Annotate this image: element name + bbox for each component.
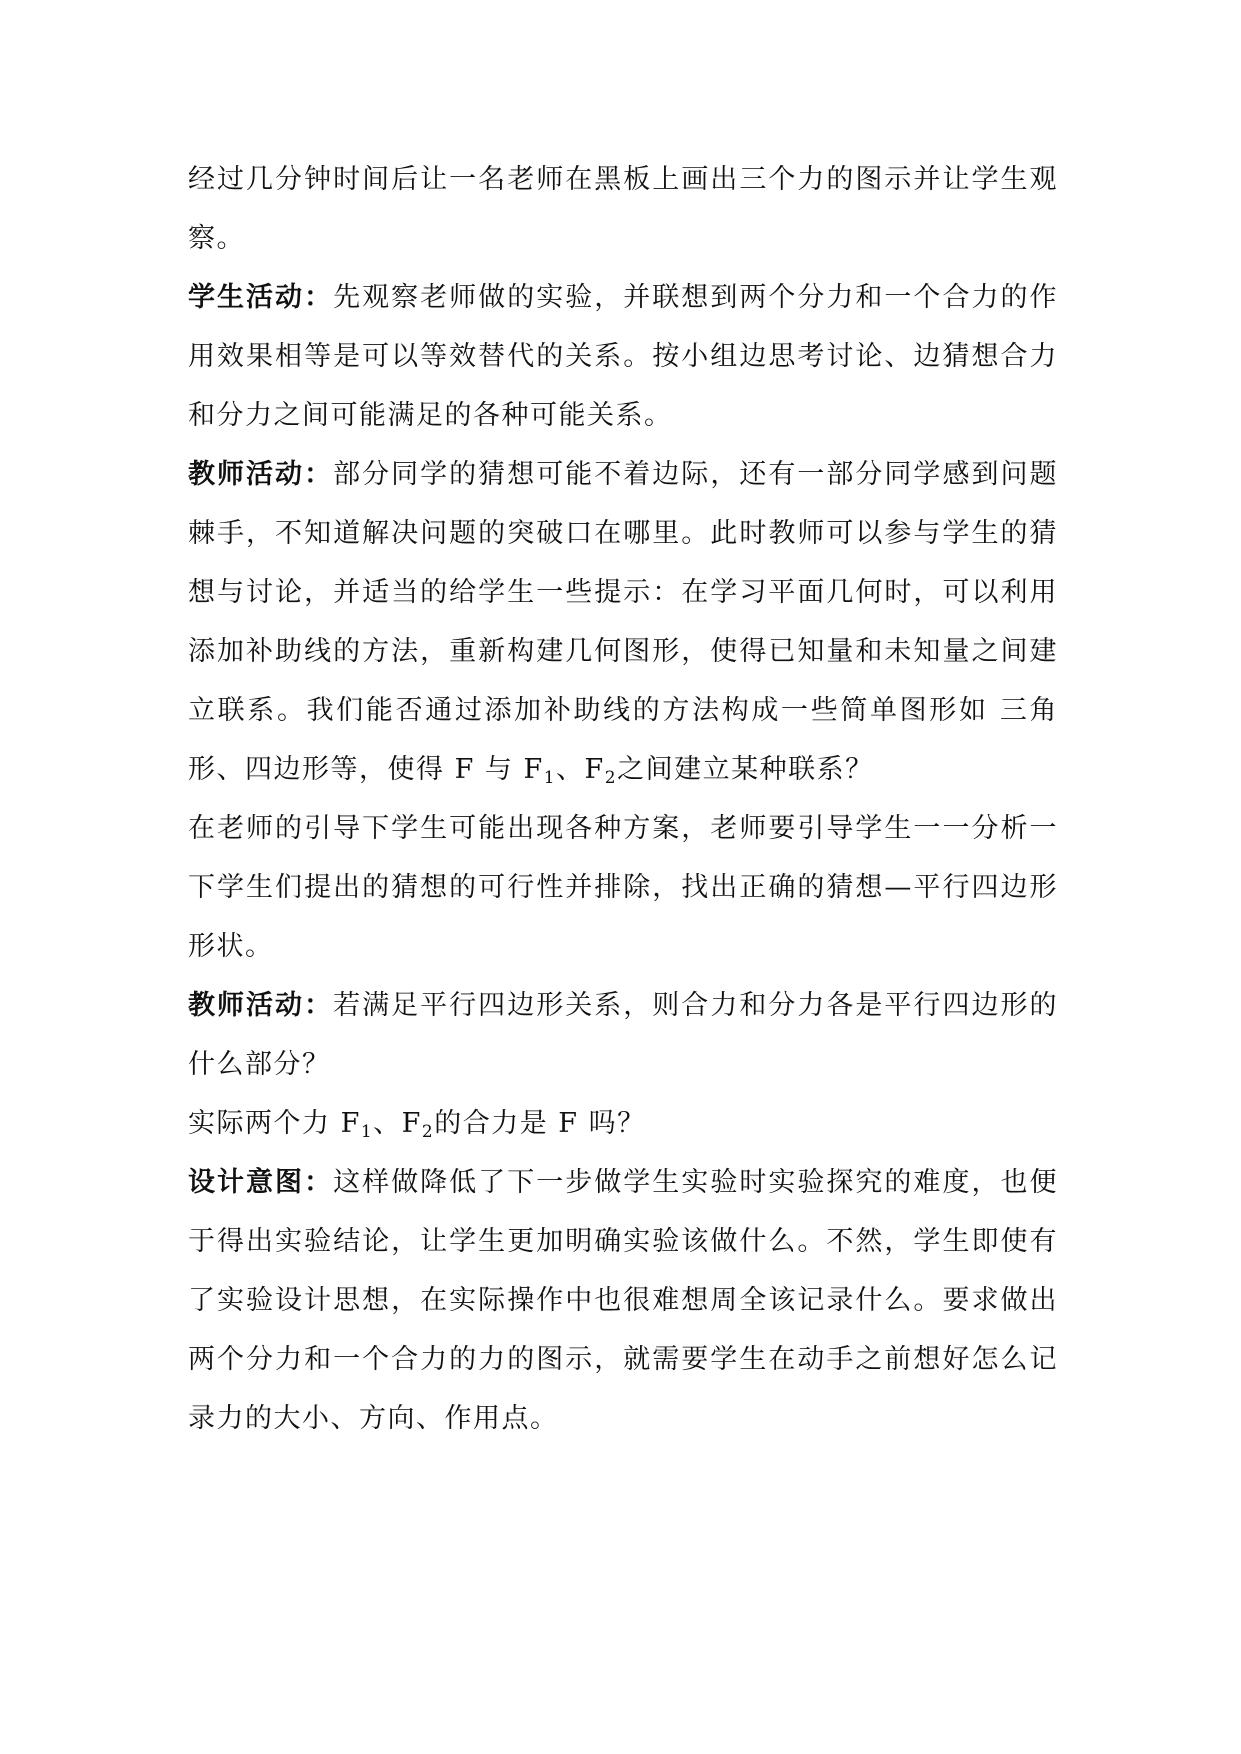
document-body	[188, 150, 1058, 1448]
paragraph-question	[188, 1094, 1058, 1153]
paragraph-text: 、F	[556, 754, 605, 785]
paragraph-teacher-activity-1	[188, 445, 1058, 799]
subscript: 2	[604, 768, 618, 788]
paragraph-text: 若满足平行四边形关系，则合力和分力各是平行四边形的什么部分？	[188, 990, 1059, 1080]
paragraph-text: 部分同学的猜想可能不着边际，还有一部分同学感到问题棘手，不知道解决问题的突破口在哪里。此时教师可以参与学生的猜想与讨论，并适当的给学生一些提示：在学习平面几何时，可以利用添加补助线的方法，重新构建几何图形，使得已知量和未知量之间建立联系。我们能否通过添加补助线的方法构成一些简单图形如 三角形、四边形等，使得 F 与 F	[188, 459, 1059, 785]
paragraph-text: 之间建立某种联系？	[617, 754, 874, 785]
paragraph-text: 这样做降低了下一步做学生实验时实验探究的难度，也便于得出实验结论，让学生更加明确实验该做什么。不然，学生即使有了实验设计思想，在实际操作中也很难想周全该记录什么。要求做出两个分力和一个合力的力的图示，就需要学生在动手之前想好怎么记录力的大小、方向、作用点。	[188, 1167, 1059, 1434]
paragraph-text: 实际两个力 F	[188, 1108, 361, 1139]
section-label: 教师活动：	[188, 990, 334, 1021]
subscript: 1	[360, 1122, 374, 1142]
paragraph-text: 、F	[373, 1108, 422, 1139]
paragraph-intro	[188, 150, 1058, 268]
paragraph-text: 在老师的引导下学生可能出现各种方案，老师要引导学生一一分析一下学生们提出的猜想的可行性并排除，找出正确的猜想—平行四边形形状。	[188, 813, 1058, 962]
section-label: 教师活动：	[188, 459, 334, 490]
paragraph-text: 的合力是 F 吗？	[434, 1108, 646, 1139]
subscript: 2	[421, 1122, 435, 1142]
paragraph-student-activity	[188, 268, 1058, 445]
section-label: 学生活动：	[188, 282, 334, 313]
subscript: 1	[543, 768, 557, 788]
paragraph-teacher-activity-2	[188, 976, 1058, 1094]
paragraph-text: 经过几分钟时间后让一名老师在黑板上画出三个力的图示并让学生观察。	[188, 164, 1058, 254]
paragraph-design-intent	[188, 1153, 1058, 1448]
section-label: 设计意图：	[188, 1167, 334, 1198]
paragraph-guidance	[188, 799, 1058, 976]
paragraph-text: 先观察老师做的实验，并联想到两个分力和一个合力的作用效果相等是可以等效替代的关系。按小组边思考讨论、边猜想合力和分力之间可能满足的各种可能关系。	[188, 282, 1059, 431]
